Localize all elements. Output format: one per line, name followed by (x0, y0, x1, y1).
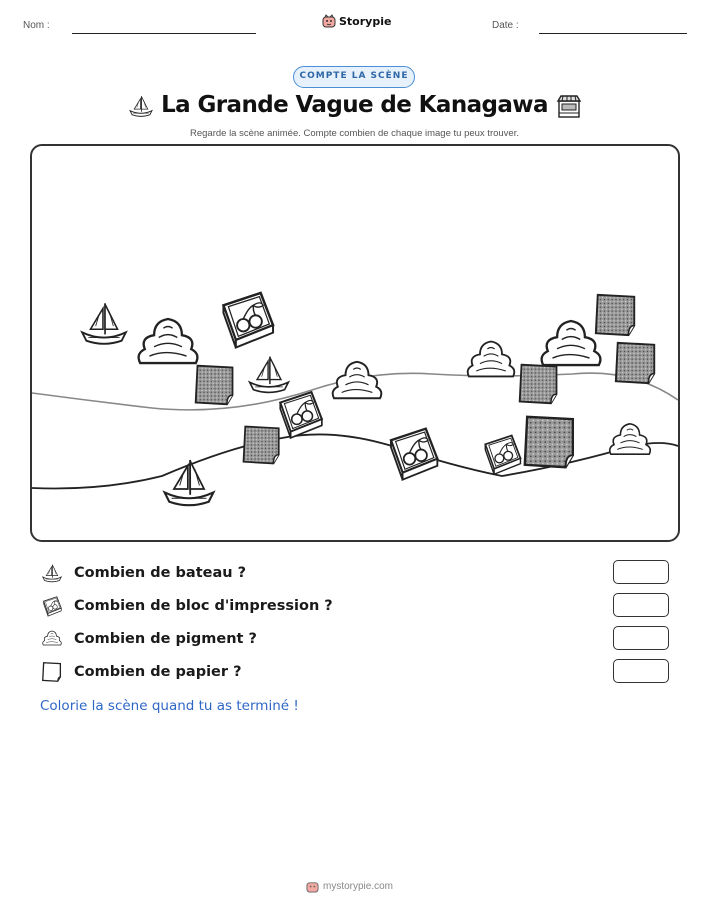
scene-frame (30, 144, 680, 542)
storypie-mascot-icon (306, 880, 319, 893)
paper-icon (525, 417, 573, 467)
pigment-icon (468, 342, 515, 377)
print-block-icon (485, 436, 520, 475)
question-row-boat (40, 560, 670, 586)
print-block-icon (223, 293, 273, 348)
print-block-icon (40, 594, 64, 618)
print-block-icon (280, 392, 322, 438)
pigment-icon (542, 321, 601, 365)
paper-icon (244, 427, 279, 464)
question-row-pigment (40, 626, 670, 652)
answer-box-paper[interactable] (613, 659, 669, 683)
question-text: Combien de papier ? (74, 664, 242, 680)
paper-icon (520, 365, 557, 404)
wave-line-lower (32, 434, 678, 488)
page-title: La Grande Vague de Kanagawa (161, 92, 548, 118)
brand-name: Storypie (339, 14, 392, 28)
boat-icon (165, 460, 214, 505)
scene-illustration (32, 146, 678, 540)
footer (306, 880, 393, 893)
question-text: Combien de bateau ? (74, 565, 247, 581)
name-field-line[interactable] (72, 33, 256, 34)
paper-icon (596, 295, 634, 335)
date-field-line[interactable] (539, 33, 687, 34)
answer-box-pigment[interactable] (613, 626, 669, 650)
question-row-print-block (40, 593, 670, 619)
activity-badge: COMPTE LA SCÈNE (293, 66, 415, 88)
boat-icon (250, 357, 289, 393)
name-label: Nom : (23, 20, 50, 31)
storypie-mascot-icon (322, 14, 336, 28)
print-block-icon (391, 429, 437, 480)
pigment-icon (610, 424, 651, 454)
pigment-icon (40, 627, 64, 651)
boat-icon (82, 303, 126, 344)
answer-box-boat[interactable] (613, 560, 669, 584)
boat-icon (40, 561, 64, 585)
paper-icon (40, 660, 64, 684)
answer-box-print-block[interactable] (613, 593, 669, 617)
market-stall-icon (556, 93, 582, 119)
final-instruction: Colorie la scène quand tu as terminé ! (40, 698, 299, 714)
footer-url[interactable]: mystorypie.com (323, 881, 394, 892)
question-text: Combien de bloc d'impression ? (74, 598, 333, 614)
instructions: Regarde la scène animée. Compte combien de chaque image tu peux trouver. (189, 128, 519, 139)
pigment-icon (139, 319, 198, 363)
question-row-paper (40, 659, 670, 685)
question-text: Combien de pigment ? (74, 631, 257, 647)
pigment-icon (333, 362, 382, 398)
brand-logo (322, 14, 391, 28)
paper-icon (196, 366, 233, 405)
date-label: Date : (492, 20, 519, 31)
paper-icon (616, 343, 654, 383)
